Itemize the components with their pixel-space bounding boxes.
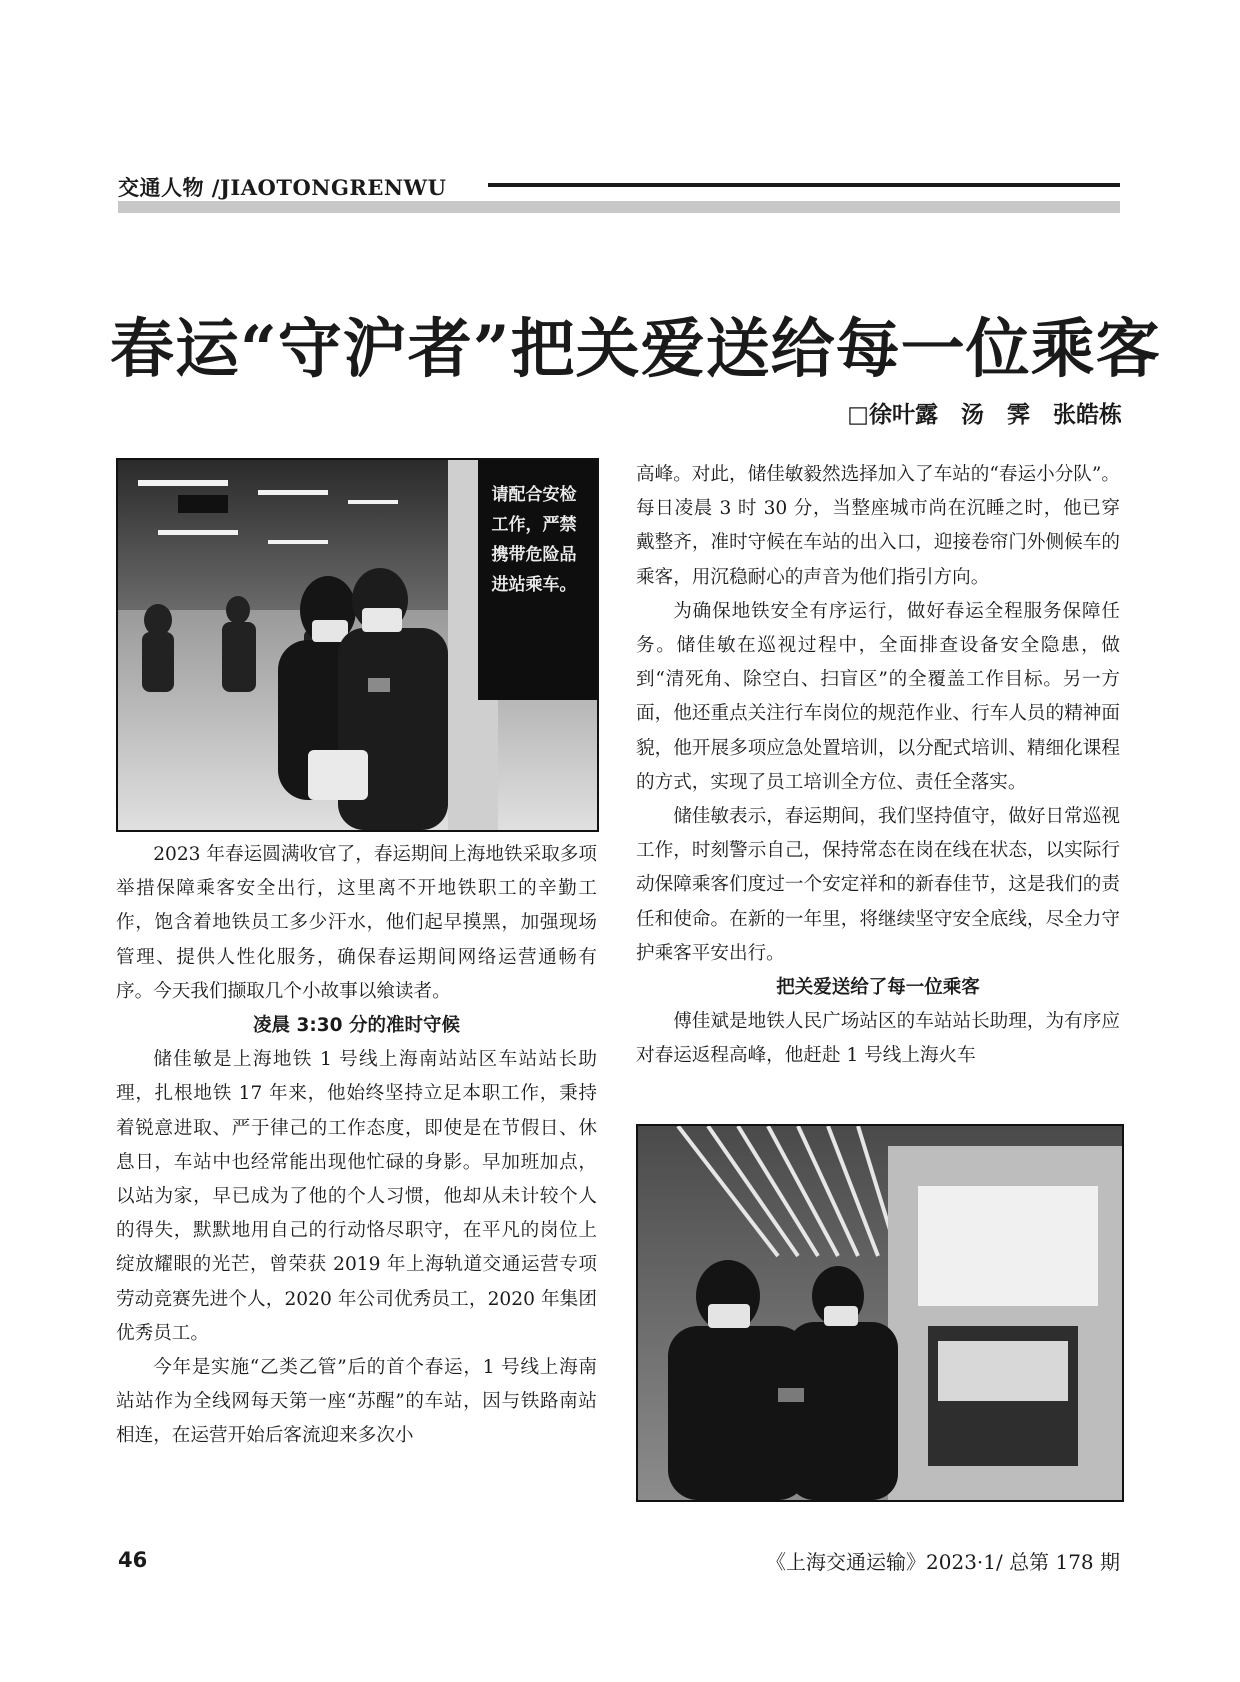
intro-paragraph: 2023 年春运圆满收官了，春运期间上海地铁采取多项举措保障乘客安全出行，这里离不开地铁职工的辛勤工作，饱含着地铁员工多少汗水，他们起早摸黑，加强现场管理、提供人性化服务，确保春运期间网络运营通畅有序。今天我们撷取几个小故事以飨读者。	[116, 844, 597, 1002]
article-title: 春运“守沪者”把关爱送给每一位乘客	[110, 312, 1161, 387]
section-header	[118, 168, 1120, 202]
paragraph: 为确保地铁安全有序运行，做好春运全程服务保障任务。储佳敏在巡视过程中，全面排查设备安全隐患，做到“清死角、除空白、扫盲区”的全覆盖工作目标。另一方面，他还重点关注行车岗位的规范作业、行车人员的精神面貌，他开展多项应急处置培训，以分配式培训、精细化课程的方式，实现了员工培训全方位、责任全落实。	[636, 600, 1120, 793]
section-label: 交通人物 /JIAOTONGRENWU	[118, 175, 447, 200]
security-notice-sign: 请配合安检工作，严禁携带危险品进站乘车。	[491, 485, 577, 595]
article-authors: □徐叶露 汤 霁 张皓栋	[847, 402, 1122, 428]
left-column	[116, 838, 597, 1454]
station-photo-2-image	[638, 1126, 1122, 1500]
paragraph: 傅佳斌是地铁人民广场站区的车站站长助理，为有序应对春运返程高峰，他赶赴 1 号线上海火车	[636, 1011, 1120, 1067]
journal-info: 《上海交通运输》2023·1/ 总第 178 期	[766, 1550, 1120, 1574]
paragraph: 储佳敏是上海地铁 1 号线上海南站站区车站站长助理，扎根地铁 17 年来，他始终坚持立足本职工作，秉持着锐意进取、严于律己的工作态度，即使是在节假日、休息日，车站中也经常能出现他忙碌的身影。早加班加点，以站为家，早已成为了他的个人习惯，他却从未计较个人的得失，默默地用自己的行动恪尽职守，在平凡的岗位上绽放耀眼的光芒，曾荣获 2019 年上海轨道交通运营专项劳动竞赛先进个人，2020 年公司优秀员工，2020 年集团优秀员工。	[116, 1049, 597, 1344]
station-photo-2	[636, 1124, 1124, 1502]
paragraph: 高峰。对此，储佳敏毅然选择加入了车站的“春运小分队”。每日凌晨 3 时 30 分，当整座城市尚在沉睡之时，他已穿戴整齐，准时守候在车站的出入口，迎接卷帘门外侧候车的乘客，用沉稳耐心的声音为他们指引方向。	[636, 464, 1120, 588]
subheading-2: 把关爱送给了每一位乘客	[776, 977, 980, 999]
paragraph: 今年是实施“乙类乙管”后的首个春运，1 号线上海南站站作为全线网每天第一座“苏醒”的车站，因与铁路南站相连，在运营开始后客流迎来多次小	[116, 1357, 597, 1447]
station-photo-1	[116, 458, 599, 832]
subheading-1: 凌晨 3:30 分的准时守候	[253, 1015, 460, 1037]
section-rule	[488, 183, 1120, 187]
page-number: 46	[118, 1548, 148, 1572]
header-gray-band	[118, 201, 1120, 213]
right-column	[636, 458, 1120, 1074]
paragraph: 储佳敏表示，春运期间，我们坚持值守，做好日常巡视工作，时刻警示自己，保持常态在岗在线在状态，以实际行动保障乘客们度过一个安定祥和的新春佳节，这是我们的责任和使命。在新的一年里，将继续坚守安全底线，尽全力守护乘客平安出行。	[636, 806, 1120, 964]
